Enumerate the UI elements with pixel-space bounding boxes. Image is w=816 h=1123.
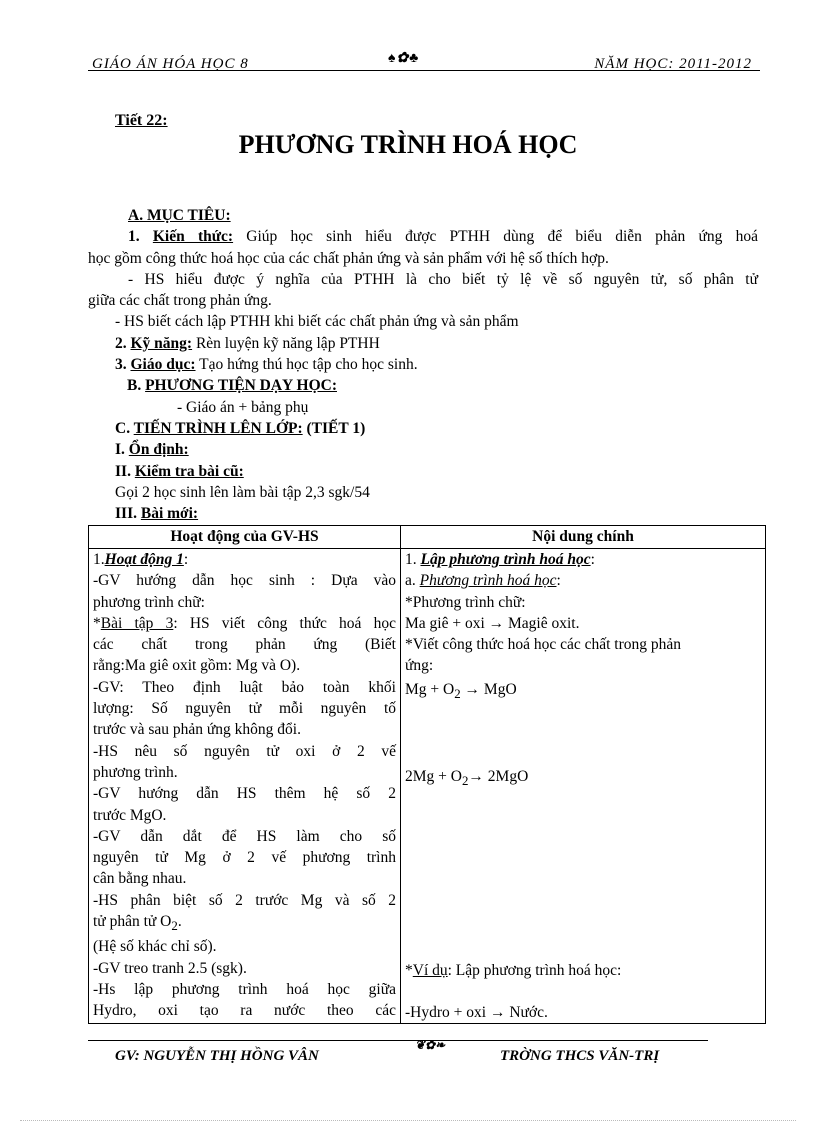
content-heading-a-colon: : (556, 572, 561, 590)
right-line: Ma giê + oxi → Magiê oxit. (405, 614, 580, 632)
molecule-text: tử phân tử O (93, 913, 172, 931)
example-label: Ví dụ (412, 961, 448, 979)
section-c-suffix: (TIẾT 1) (302, 419, 366, 437)
section-b-label: PHƯƠNG TIỆN DẠY HỌC: (145, 377, 337, 395)
content-heading-1-num: 1. (405, 551, 421, 568)
table-header-row (89, 526, 766, 549)
lesson-table (88, 525, 766, 1024)
page-title: PHƯƠNG TRÌNH HOÁ HỌC (238, 130, 578, 159)
header-left: GIÁO ÁN HÓA HỌC 8 (92, 56, 249, 72)
activity-1-num: 1. (93, 551, 105, 568)
hs-method: - HS biết cách lập PTHH khi biết các chất phản ứng và sản phẩm (115, 313, 519, 331)
section-b-item: - Giáo án + bảng phụ (177, 398, 309, 416)
left-line: -GV hướng dẫn HS thêm hệ số 2 (93, 785, 396, 803)
example-star: * (405, 961, 413, 979)
subscript: 2 (171, 918, 178, 934)
activity-1-label: Hoạt động 1 (104, 551, 184, 568)
left-line: -GV: Theo định luật bảo toàn khối (93, 678, 396, 696)
left-line: -HS phân biệt số 2 trước Mg và số 2 (93, 891, 396, 909)
content-heading-a-label: Phương trình hoá học (419, 572, 557, 590)
header-rule (88, 70, 760, 71)
step-2-text: Gọi 2 học sinh lên làm bài tập 2,3 sgk/54 (115, 483, 370, 501)
content-heading-1 (405, 549, 761, 570)
exercise-3-star: * (93, 614, 101, 632)
step-3-num: III. (115, 505, 141, 523)
equation-1 (405, 679, 761, 704)
step-2-label: Kiểm tra bài cũ: (134, 462, 244, 480)
subscript: 2 (461, 773, 469, 789)
example-line (405, 960, 761, 981)
section-c-heading (115, 418, 758, 439)
eq1-left: Mg + O (405, 680, 455, 698)
education-label: Giáo dục: (130, 356, 196, 374)
lesson-number: Tiết 22: (115, 112, 168, 129)
content-heading-1-colon: : (590, 551, 595, 568)
left-line: lượng: Số nguyên tử mỗi nguyên tố (93, 700, 396, 718)
footer-school: TRỜNG THCS VĂN-TRỊ (500, 1048, 660, 1064)
left-line: -HS nêu số nguyên tử oxi ở 2 vế (93, 742, 396, 760)
right-line: ứng: (405, 657, 434, 675)
eq2-right: → 2MgO (468, 768, 529, 786)
equation-2 (405, 766, 761, 791)
left-line: -GV dẫn dắt để HS làm cho số (93, 827, 396, 845)
step-3-label: Bài mới: (140, 505, 199, 523)
activities-cell (89, 549, 401, 1024)
step-1-label: Ổn định: (128, 441, 189, 459)
skills-num: 2. (115, 334, 131, 352)
content-cell (401, 549, 766, 1024)
col-content-header: Nội dung chính (401, 526, 766, 549)
left-line: các chất trong phản ứng (Biết (93, 636, 396, 654)
left-line: nguyên tử Mg ở 2 vế phương trình (93, 849, 396, 867)
education-text: Tạo hứng thú học tập cho học sinh. (195, 356, 418, 374)
left-line: -Hs lập phương trình hoá học giữa (93, 981, 396, 999)
left-line: cân bằng nhau. (93, 870, 187, 888)
exercise-3-text: : HS viết công thức hoá học (173, 614, 396, 632)
step-2-num: II. (115, 462, 135, 480)
right-line-last: -Hydro + oxi → Nước. (405, 1003, 548, 1021)
eq2-left: 2Mg + O (405, 768, 462, 786)
left-line: phương trình chữ: (93, 593, 205, 611)
left-line: rằng:Ma giê oxit gồm: Mg và O). (93, 657, 301, 675)
left-line: trước MgO. (93, 806, 167, 824)
content-heading-a (405, 570, 761, 591)
period: . (177, 913, 182, 931)
section-b-heading (127, 375, 758, 396)
left-line: (Hệ số khác chỉ số). (93, 938, 217, 956)
left-line: -GV treo tranh 2.5 (sgk). (93, 959, 247, 977)
page-bottom-edge (20, 1120, 796, 1121)
step-1-num: I. (115, 441, 129, 459)
example-text: : Lập phương trình hoá học: (447, 961, 622, 979)
footer-ornament: ❦✿❧ (415, 1038, 446, 1052)
subscript: 2 (454, 685, 461, 701)
step-3 (115, 503, 758, 524)
header-ornament: ♠✿♣ (388, 51, 420, 66)
left-line: -GV hướng dẫn học sinh : Dựa vào (93, 572, 396, 590)
knowledge-num: 1. (128, 228, 153, 246)
exercise-3-label: Bài tập 3 (100, 614, 174, 632)
knowledge-line-2: học gồm công thức hoá học của các chất phản ứng và sản phẩm với hệ số thích hợp. (88, 249, 609, 267)
hs-meaning-line-1: - HS hiểu được ý nghĩa của PTHH là cho biết tỷ lệ về số nguyên tử, số phân tử (128, 270, 758, 288)
knowledge-line-1 (115, 226, 758, 247)
education (115, 354, 758, 375)
eq1-right: → MgO (460, 680, 517, 698)
step-2 (115, 461, 758, 482)
activity-1-heading (93, 549, 396, 570)
knowledge-label: Kiến thức: (152, 228, 234, 246)
activity-1-colon: : (183, 551, 189, 568)
exercise-3-line (93, 613, 396, 634)
step-1 (115, 439, 758, 460)
hs-meaning-line-2: giữa các chất trong phản ứng. (88, 292, 272, 310)
left-line: phương trình. (93, 763, 178, 781)
skills-label: Kỹ năng: (130, 334, 193, 352)
right-line: *Phương trình chữ: (405, 593, 526, 611)
right-line: *Viết công thức hoá học các chất trong phản (405, 636, 682, 654)
section-c-num: C. (115, 419, 134, 437)
skills-text: Rèn luyện kỹ năng lập PTHH (192, 334, 380, 352)
content-heading-1-label: Lập phương trình hoá học (420, 551, 591, 568)
footer-teacher: GV: NGUYỄN THỊ HỒNG VÂN (115, 1048, 319, 1064)
section-a-heading: A. MỤC TIÊU: (128, 207, 231, 224)
table-row (89, 549, 766, 1024)
section-c-label: TIẾN TRÌNH LÊN LỚP: (133, 419, 303, 437)
skills (115, 333, 758, 354)
left-line-o2 (93, 911, 396, 936)
section-b-num: B. (127, 377, 146, 395)
left-line: Hydro, oxi tạo ra nước theo các (93, 1002, 396, 1020)
document-body (88, 205, 758, 524)
knowledge-text: Giúp học sinh hiểu được PTHH dùng để biểu diễn phản ứng hoá (233, 228, 758, 246)
footer-rule (88, 1040, 708, 1041)
education-num: 3. (115, 356, 131, 374)
content-heading-a-num: a. (405, 572, 420, 590)
col-activities-header: Hoạt động của GV-HS (89, 526, 401, 549)
left-line: trước và sau phản ứng không đổi. (93, 721, 301, 739)
header-right: NĂM HỌC: 2011-2012 (594, 56, 752, 72)
